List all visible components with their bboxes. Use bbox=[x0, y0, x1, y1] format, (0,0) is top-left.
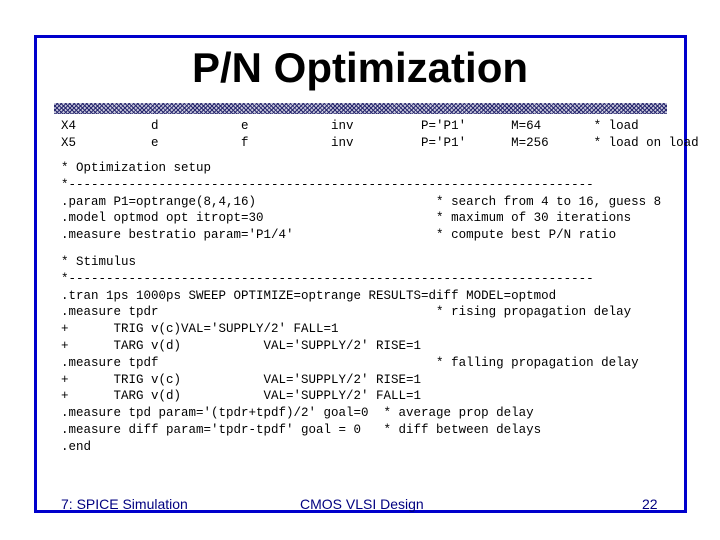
code-line: .tran 1ps 1000ps SWEEP OPTIMIZE=optrange RESULTS=diff MODEL=optmod bbox=[61, 288, 557, 303]
code-line: X5 e f inv P='P1' M=256 * load on load bbox=[61, 135, 699, 150]
slide-title: P/N Optimization bbox=[192, 44, 528, 91]
code-line: .measure diff param='tpdr-tpdf' goal = 0 * diff between delays bbox=[61, 422, 542, 437]
code-line: .measure tpdf * falling propagation delay bbox=[61, 355, 639, 370]
code-line: * Stimulus bbox=[61, 255, 137, 269]
stimulus-code-block bbox=[61, 254, 639, 456]
footer-course-title: CMOS VLSI Design bbox=[300, 496, 424, 512]
code-line: .measure bestratio param='P1/4' * compute best P/N ratio bbox=[61, 228, 617, 243]
code-line: .measure tpdr * rising propagation delay bbox=[61, 305, 632, 320]
code-line: *---------------------------------------------------------------------- bbox=[61, 271, 594, 286]
footer-section-title: 7: SPICE Simulation bbox=[61, 496, 188, 512]
code-line: + TARG v(d) VAL='SUPPLY/2' RISE=1 bbox=[61, 338, 422, 353]
title-divider bbox=[54, 103, 667, 114]
code-line: .end bbox=[61, 439, 92, 454]
page-number: 22 bbox=[642, 496, 658, 512]
code-line: * Optimization setup bbox=[61, 161, 212, 175]
code-line: .param P1=optrange(8,4,16) * search from 4 to 16, guess 8 bbox=[61, 194, 662, 209]
code-line: X4 d e inv P='P1' M=64 * load bbox=[61, 119, 639, 133]
code-line: + TARG v(d) VAL='SUPPLY/2' FALL=1 bbox=[61, 389, 422, 404]
code-line: + TRIG v(c) VAL='SUPPLY/2' RISE=1 bbox=[61, 372, 422, 387]
code-line: *---------------------------------------------------------------------- bbox=[61, 177, 594, 192]
code-line: + TRIG v(c)VAL='SUPPLY/2' FALL=1 bbox=[61, 322, 339, 337]
code-line: .model optmod opt itropt=30 * maximum of 30 iterations bbox=[61, 211, 632, 226]
netlist-code-block bbox=[61, 118, 699, 152]
optimization-code-block bbox=[61, 160, 661, 244]
code-line: .measure tpd param='(tpdr+tpdf)/2' goal=0 * average prop delay bbox=[61, 406, 534, 421]
